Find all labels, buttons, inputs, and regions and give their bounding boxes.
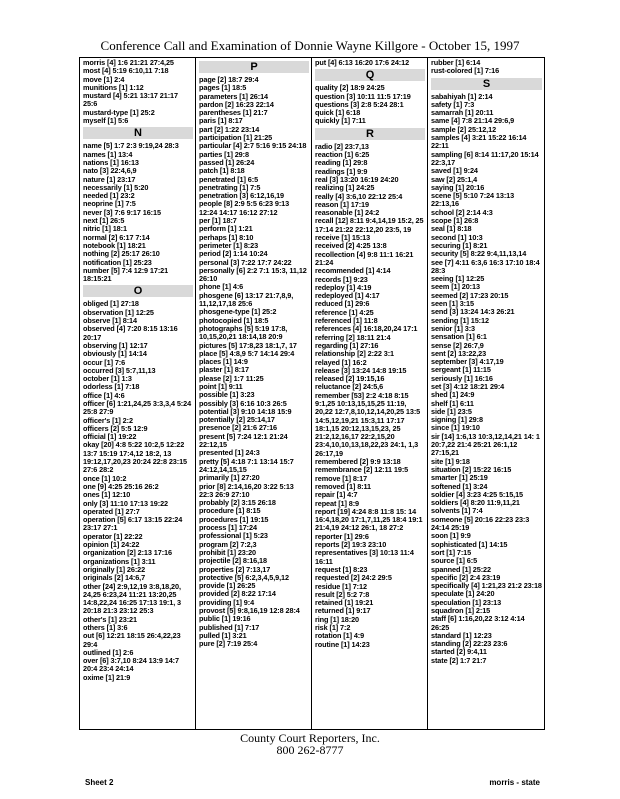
index-entry: reasonable [1] 24:2 (315, 208, 380, 218)
index-entry: originally [1] 26:22 (83, 564, 146, 574)
index-entry: recommended [1] 4:14 (315, 266, 391, 276)
index-entry: page [2] 18:7 29:4 (199, 75, 259, 84)
index-entry: recall [12] 8:11 9:4,14,19 15:2, 25 17:14 21:22 22:12,20 23:5, 19 (315, 216, 424, 234)
index-entry: protective [5] 6:2,3,4,5,9,12 (199, 572, 289, 582)
index-entry: senior [1] 3:3 (431, 323, 476, 333)
index-entry: occur [1] 7:6 (83, 357, 126, 367)
index-entry: references [4] 16:18,20,24 17:1 (315, 324, 418, 334)
index-entry: operator [1] 22:22 (83, 531, 143, 541)
index-entry: once [1] 10:2 (83, 473, 127, 483)
index-entry: pulled [1] 3:21 (199, 630, 247, 640)
index-entry: september [3] 4:17,19 (431, 357, 504, 367)
index-entry: remembered [2] 9:9 13:18 (315, 457, 401, 467)
index-entry: primarily [1] 27:20 (199, 473, 260, 483)
index-entry: observe [1] 8:14 (83, 316, 137, 326)
index-entry: part [2] 1:22 23:14 (199, 124, 260, 134)
index-entry: sophisticated [1] 14:15 (431, 539, 508, 549)
index-entry: reason [1] 17:19 (315, 199, 369, 209)
index-entry: side [1] 23:5 (431, 406, 472, 416)
index-entry: sample [2] 25:12,12 (431, 124, 497, 134)
index-entry: solvents [1] 7:4 (431, 506, 483, 516)
index-entry: procedure [1] 8:15 (199, 506, 261, 516)
index-entry: perhaps [1] 8:10 (199, 232, 254, 242)
index-entry: other [24] 2:9,12,19 3:8,18,20, 24,25 6:23,24 11:21 13:20,25 14:8,22,24 16:25 17:13 19:1, 3 20:18 21:3 23:12 25:3 (83, 581, 182, 616)
index-entry: pictures [5] 17:8,23 18:1,7, 17 (199, 340, 297, 350)
index-entry: operation [5] 6:17 13:15 22:24 23:17 27:1 (83, 515, 183, 533)
index-entry: observed [4] 7:20 8:15 13:16 20:17 (83, 324, 178, 342)
index-entry: quick [1] 6:18 (315, 108, 361, 118)
index-entry: participation [1] 21:25 (199, 133, 273, 143)
index-entry: saying [1] 20:16 (431, 182, 485, 192)
index-entry: odorless [1] 7:18 (83, 382, 140, 392)
index-entry: never [3] 7:6 9:17 16:15 (83, 207, 161, 217)
index-entry: remembrance [2] 12:11 19:5 (315, 465, 409, 475)
index-entry: needed [1] 23:2 (83, 191, 135, 201)
index-entry: personally [6] 2:2 7:1 15:3, 11,12 26:10 (199, 265, 307, 284)
index-entry: paris [1] 8:17 (199, 116, 243, 126)
index-entry: provide [1] 26:25 (199, 581, 256, 591)
index-entry: over [6] 3:7,10 8:24 13:9 14:7 20:4 23:4 24:14 (83, 656, 179, 674)
index-entry: officer's [1] 2:2 (83, 415, 133, 425)
index-entry: probably [2] 3:15 26:18 (199, 498, 276, 508)
index-grid (79, 57, 545, 730)
index-entry: standing [2] 22:23 23:6 (431, 639, 508, 649)
index-entry: readings [1] 9:9 (315, 166, 368, 176)
index-entry: shed [1] 24:9 (431, 390, 475, 400)
index-entry: records [1] 9:23 (315, 274, 368, 284)
index-entry: site [1] 9:18 (431, 456, 470, 466)
index-entry: organizations [1] 3:11 (83, 556, 156, 566)
index-entry: someone [5] 20:16 22:23 23:3 24:14 25:19 (431, 514, 530, 533)
index-entry: phone [1] 4:6 (199, 282, 244, 292)
index-entry: sergeant [1] 11:15 (431, 365, 491, 375)
index-entry: samples [4] 3:21 15:22 16:14 22:11 (431, 133, 527, 151)
page-title: Conference Call and Examination of Donnie Wayne Killgore - October 15, 1997 (100, 38, 520, 53)
index-entry: nature [1] 23:17 (83, 174, 136, 184)
index-entry: see [7] 4:11 6:3,6 16:3 17:10 18:4 28:3 (431, 257, 540, 275)
index-entry: obviously [1] 14:14 (83, 349, 147, 359)
index-entry: personal [3] 7:22 17:7 24:22 (199, 257, 292, 267)
index-entry: nitric [1] 18:1 (83, 224, 127, 234)
index-entry: reports [2] 19:3 23:10 (315, 540, 387, 550)
index-entry: next [1] 26:5 (83, 216, 125, 226)
index-range: morris - state (489, 778, 540, 787)
index-entry: real [3] 13:20 16:19 24:20 (315, 174, 399, 184)
index-entry: obliged [1] 27:18 (83, 299, 139, 309)
index-entry: saw [2] 25:1,4 (431, 174, 478, 184)
index-entry: rubber [1] 6:14 (431, 58, 481, 67)
index-entry: question [3] 10:11 11:5 17:19 (315, 91, 411, 101)
index-column-4 (428, 58, 544, 729)
index-entry: reading [1] 29:8 (315, 158, 368, 168)
index-entry: situation [2] 15:22 16:15 (431, 464, 512, 474)
index-entry: originals [2] 14:6,7 (83, 573, 146, 583)
index-entry: reference [1] 4:25 (315, 307, 374, 317)
index-entry: seen [1] 3:15 (431, 299, 474, 309)
index-entry: out [6] 12:21 18:15 26:4,22,23 29:4 (83, 631, 181, 649)
index-entry: soldier [4] 3:23 4:25 5:15,15 (431, 489, 524, 499)
index-entry: period [2] 1:14 10:24 (199, 249, 268, 259)
index-entry: patch [1] 8:18 (199, 166, 245, 176)
index-entry: specifically [4] 1:21,23 21:2 23:18 (431, 581, 542, 591)
index-entry: published [1] 7:17 (199, 622, 260, 632)
sheet-label: Sheet 2 (85, 778, 114, 787)
index-entry: residue [1] 7:12 (315, 581, 367, 591)
index-entry: second [1] 10:3 (431, 232, 483, 242)
index-entry: remember [53] 2:2 4:18 8:15 9:1,25 10:13,15,15,25 11:19, 20,22 12:7,8,10,12,14,20,25 13:5 14:5,12,19,21 15:3,11 17:17 18:1,15 20:12,13,15,23, 25 21:2,12,16,17 22:2,15,20 23:4,10,10,13,18,22,23 24:1, 1,3 26:17,19 (315, 390, 421, 458)
index-entry: ring [1] 18:20 (315, 614, 360, 624)
index-entry: soon [1] 9:9 (431, 531, 471, 541)
index-entry: receive [1] 15:13 (315, 233, 371, 243)
index-entry: sabahiyah [1] 2:14 (431, 91, 493, 101)
index-entry: radio [2] 23:7,13 (315, 141, 369, 151)
index-entry: started [2] 9:4,11 (431, 647, 487, 657)
index-entry: report [19] 4:24 8:8 11:8 15: 14 16:4,18,20 17:1,7,11,25 18:4 19:1 21:4,19 24:12 26:1, 18 27:2 (315, 506, 423, 533)
index-entry: people [8] 2:9 5:5 6:23 9:13 12:24 14:17 16:12 27:12 (199, 199, 290, 217)
index-entry: sent [2] 13:22,23 (431, 348, 487, 358)
index-entry: penetrating [1] 7:5 (199, 182, 261, 192)
index-entry: photocopied [1] 18:5 (199, 315, 269, 325)
index-entry: pages [1] 18:5 (199, 83, 247, 93)
index-entry: morris [4] 1:6 21:21 27:4,25 (83, 58, 174, 67)
index-entry: only [3] 11:10 17:13 19:22 (83, 498, 169, 508)
index-entry: move [1] 2:4 (83, 74, 125, 84)
index-entry: really [4] 3:6,10 22:12 25:4 (315, 191, 403, 201)
index-entry: signing [1] 29:8 (431, 415, 483, 425)
index-entry: projectile [2] 8:16,18 (199, 556, 267, 566)
index-entry: send [3] 13:24 14:3 26:21 (431, 307, 515, 317)
index-entry: observing [1] 12:17 (83, 340, 148, 350)
index-entry: risk [1] 7:2 (315, 623, 351, 632)
index-column-3 (312, 58, 428, 729)
index-entry: officer [6] 1:21,24,25 3:3,3,4 5:24 25:8 27:9 (83, 398, 192, 417)
index-entry: release [3] 13:24 14:8 19:15 (315, 365, 407, 375)
index-entry: occurred [3] 5:7,11,13 (83, 365, 156, 375)
index-entry: since [1] 19:10 (431, 423, 480, 433)
index-entry: school [2] 2:14 4:3 (431, 207, 493, 217)
index-entry: opinion [1] 24:22 (83, 540, 140, 550)
index-entry: regarding [1] 27:16 (315, 340, 379, 350)
index-entry: securing [1] 8:21 (431, 240, 488, 250)
index-entry: nothing [2] 25:17 26:10 (83, 249, 160, 259)
index-entry: per [1] 18:7 (199, 216, 237, 226)
index-entry: speculation [1] 23:13 (431, 597, 502, 607)
index-entry: spanned [1] 25:22 (431, 564, 491, 574)
index-entry: others [1] 3:6 (83, 623, 128, 632)
index-entry: names [1] 13:4 (83, 149, 133, 159)
index-entry: reporter [1] 29:6 (315, 531, 369, 541)
index-entry: seriously [1] 16:16 (431, 373, 493, 383)
index-column-2 (196, 58, 312, 729)
index-entry: presented [1] 24:3 (199, 448, 260, 458)
index-entry: recollection [4] 9:8 11:1 16:21 21:24 (315, 249, 414, 267)
index-entry: source [1] 6:5 (431, 556, 478, 566)
index-entry: potential [3] 9:10 14:18 15:9 (199, 406, 292, 416)
index-entry: places [1] 14:9 (199, 357, 248, 367)
letter-heading: O (83, 285, 193, 297)
index-entry: official [1] 19:22 (83, 432, 137, 442)
index-entry: scene [5] 5:10 7:24 13:13 22:13,16 (431, 191, 515, 209)
reporter-name: County Court Reporters, Inc. (240, 731, 380, 745)
index-entry: nato [3] 22:4,6,9 (83, 166, 137, 176)
index-entry: scope [1] 26:8 (431, 216, 479, 226)
letter-heading: N (83, 127, 193, 139)
index-entry: phosgene-type [1] 25:2 (199, 307, 277, 317)
index-entry: passed [1] 26:24 (199, 157, 255, 167)
index-entry: same [4] 7:8 21:14 29:6,9 (431, 116, 515, 126)
index-entry: safety [1] 7:3 (431, 99, 475, 109)
letter-heading: Q (315, 69, 425, 81)
index-entry: prohibit [1] 23:20 (199, 547, 256, 557)
index-entry: particular [4] 2:7 5:16 9:15 24:18 (199, 141, 307, 151)
index-entry: oxime [1] 21:9 (83, 672, 131, 682)
index-entry: redeploy [1] 4:19 (315, 282, 372, 292)
index-entry: perimeter [1] 8:23 (199, 240, 259, 250)
index-entry: professional [1] 5:23 (199, 531, 268, 541)
index-entry: result [2] 5:2 7:8 (315, 589, 370, 599)
index-entry: relationship [2] 2:22 3:1 (315, 349, 395, 359)
index-entry: plaster [1] 8:17 (199, 365, 249, 375)
index-entry: specific [2] 2:4 23:19 (431, 572, 501, 582)
index-entry: one [9] 4:25 25:16 26:2 (83, 481, 159, 491)
index-entry: reduced [1] 29:6 (315, 299, 370, 309)
index-entry: neoprine [1] 7:5 (83, 199, 136, 209)
index-entry: seemed [2] 17:23 20:15 (431, 290, 509, 300)
index-entry: rust-colored [1] 7:16 (431, 66, 500, 76)
index-entry: softened [1] 3:24 (431, 481, 488, 491)
index-entry: sort [1] 7:15 (431, 547, 472, 557)
index-entry: seal [1] 8:18 (431, 224, 472, 234)
index-entry: repair [1] 4:7 (315, 490, 358, 500)
index-entry: set [3] 4:12 18:21 29:4 (431, 381, 505, 391)
index-entry: public [1] 19:16 (199, 614, 251, 624)
index-entry: organization [2] 2:13 17:16 (83, 548, 172, 558)
index-entry: rotation [1] 4:9 (315, 631, 365, 641)
index-entry: photographs [5] 5:19 17:8, 10,15,20,21 18:14,18 20:9 (199, 323, 288, 342)
index-entry: sending [1] 15:12 (431, 315, 489, 325)
index-entry: smarter [1] 25:19 (431, 473, 488, 483)
index-entry: normal [2] 6:17 7:14 (83, 232, 150, 242)
index-entry: retained [1] 19:21 (315, 598, 374, 608)
index-entry: speculate [1] 24:20 (431, 589, 495, 599)
index-entry: providing [1] 9:4 (199, 597, 255, 607)
index-entry: request [1] 8:23 (315, 564, 368, 574)
index-entry: saved [1] 9:24 (431, 166, 478, 176)
index-entry: notification [1] 25:23 (83, 257, 152, 267)
index-entry: other's [1] 23:21 (83, 614, 137, 624)
index-entry: parameters [1] 26:14 (199, 91, 268, 101)
index-entry: reaction [1] 6:25 (315, 150, 370, 160)
index-entry: parties [1] 29:8 (199, 149, 249, 159)
index-entry: sensation [1] 6:1 (431, 332, 487, 342)
index-entry: pure [2] 7:19 25:4 (199, 639, 258, 649)
index-entry: questions [3] 2:8 5:24 28:1 (315, 99, 404, 109)
index-entry: quality [2] 18:9 24:25 (315, 83, 385, 93)
letter-heading: P (199, 61, 309, 73)
index-entry: necessarily [1] 5:20 (83, 182, 149, 192)
index-entry: standard [1] 12:23 (431, 630, 492, 640)
index-entry: seeing [1] 12:25 (431, 274, 485, 284)
letter-heading: R (315, 128, 425, 140)
index-entry: notebook [1] 18:21 (83, 240, 146, 250)
index-entry: parentheses [1] 21:7 (199, 108, 268, 118)
index-entry: perform [1] 1:21 (199, 224, 253, 234)
index-entry: removed [1] 8:11 (315, 481, 371, 491)
index-entry: mustard-type [1] 25:2 (83, 107, 155, 117)
index-entry: present [5] 7:24 12:1 21:24 22:12,15 (199, 431, 288, 450)
index-entry: place [5] 4:8,9 5:7 14:14 29:4 (199, 348, 295, 358)
index-entry: office [1] 4:6 (83, 390, 125, 400)
index-entry: presence [2] 21:6 27:16 (199, 423, 278, 433)
index-entry: referring [2] 18:11 21:4 (315, 332, 391, 342)
index-entry: possible [1] 3:23 (199, 390, 255, 400)
index-entry: pretty [5] 4:18 7:1 13:14 15:7 24:12,14,15,15 (199, 456, 294, 474)
index-entry: released [2] 19:15,16 (315, 374, 385, 384)
index-entry: soldiers [4] 8:20 11:9,11,21 (431, 498, 520, 508)
index-entry: provided [2] 8:22 17:14 (199, 589, 276, 599)
index-entry: observation [1] 12:25 (83, 307, 154, 317)
index-entry: relayed [1] 16:2 (315, 357, 367, 367)
index-entry: realizing [1] 24:25 (315, 183, 375, 193)
index-entry: squadron [1] 2:15 (431, 606, 491, 615)
index-entry: properties [2] 7:13,17 (199, 564, 271, 574)
index-entry: mustard [4] 5:21 13:17 21:17 25:6 (83, 91, 178, 109)
index-entry: program [2] 7:2,3 (199, 539, 257, 549)
index-entry: operated [1] 27:7 (83, 506, 140, 516)
index-entry: reluctance [2] 24:5,6 (315, 382, 384, 392)
index-entry: remove [1] 8:17 (315, 473, 368, 483)
index-entry: number [5] 7:4 12:9 17:21 18:15:21 (83, 265, 169, 284)
index-entry: sir [14] 1:6,13 10:3,12,14,21 14: 1 20:7,22 21:4 25:21 26:1,12 27:15,21 (431, 431, 540, 458)
index-entry: samarrah [1] 20:11 (431, 108, 494, 118)
index-entry: representatives [3] 10:13 11:4 16:11 (315, 548, 414, 566)
index-entry: nations [1] 16:13 (83, 157, 139, 167)
index-entry: penetrated [1] 6:5 (199, 174, 259, 184)
index-entry: provost [5] 9:8,16,19 12:8 28:4 (199, 606, 300, 615)
index-entry: staff [6] 1:16,20,22 3:12 4:14 26:25 (431, 614, 525, 632)
index-entry: point [1] 9:11 (199, 381, 243, 391)
index-entry: procedures [1] 19:15 (199, 514, 269, 524)
index-entry: requested [2] 24:2 29:5 (315, 573, 392, 583)
index-entry: pardon [2] 16:23 22:14 (199, 99, 274, 109)
index-entry: redeployed [1] 4:17 (315, 291, 380, 301)
index-entry: sampling [6] 8:14 11:17,20 15:14 22:3,17 (431, 149, 539, 167)
index-entry: received [2] 4:25 13:8 (315, 241, 387, 251)
index-entry: most [4] 5:19 6:10,11 7:18 (83, 66, 169, 76)
index-entry: phosgene [6] 13:17 21:7,8,9, 11,12,17,18 25:6 (199, 290, 294, 309)
index-entry: quickly [1] 7:11 (315, 116, 366, 126)
index-entry: please [2] 1:7 11:25 (199, 373, 264, 383)
index-entry: repeat [1] 8:9 (315, 498, 360, 508)
index-entry: state [2] 1:7 21:7 (431, 655, 487, 665)
index-entry: returned [1] 9:17 (315, 606, 371, 616)
index-entry: sense [2] 26:7,9 (431, 340, 484, 350)
index-entry: prior [8] 2:14,16,20 3:22 5:13 22:3 26:9 27:10 (199, 481, 294, 499)
letter-heading: S (431, 78, 542, 90)
index-entry: routine [1] 14:23 (315, 639, 370, 649)
index-entry: put [4] 6:13 16:20 17:6 24:12 (315, 58, 410, 67)
index-entry: outlined [1] 2:6 (83, 647, 134, 657)
index-entry: process [1] 17:24 (199, 523, 257, 533)
index-entry: myself [1] 5:6 (83, 116, 129, 126)
index-column-1 (80, 58, 196, 729)
index-entry: officers [2] 5:5 12:9 (83, 423, 148, 433)
index-entry: seem [1] 20:13 (431, 282, 480, 292)
index-entry: okay [20] 4:8 5:22 10:2,5 12:22 13:7 15:19 17:4,12 18:2, 13 19:12,17,20,23 20:24 22:8 23:15 27:6 28:2 (83, 440, 188, 475)
index-entry: ones [1] 12:10 (83, 490, 131, 500)
index-entry: security [5] 8:22 9:4,11,13,14 (431, 249, 527, 259)
index-entry: name [5] 1:7 2:3 9:19,24 28:3 (83, 141, 179, 151)
reporter-phone: 800 262-8777 (276, 743, 344, 757)
index-entry: potentially [2] 25:14,17 (199, 415, 275, 425)
index-entry: munitions [1] 1:12 (83, 82, 144, 92)
index-entry: referenced [1] 11:8 (315, 316, 378, 326)
index-entry: shelf [1] 6:11 (431, 398, 474, 408)
index-entry: penetration [3] 6:12,16,19 (199, 191, 284, 201)
index-entry: october [1] 1:3 (83, 374, 132, 384)
index-entry: possibly [3] 6:16 10:3 26:5 (199, 398, 287, 408)
